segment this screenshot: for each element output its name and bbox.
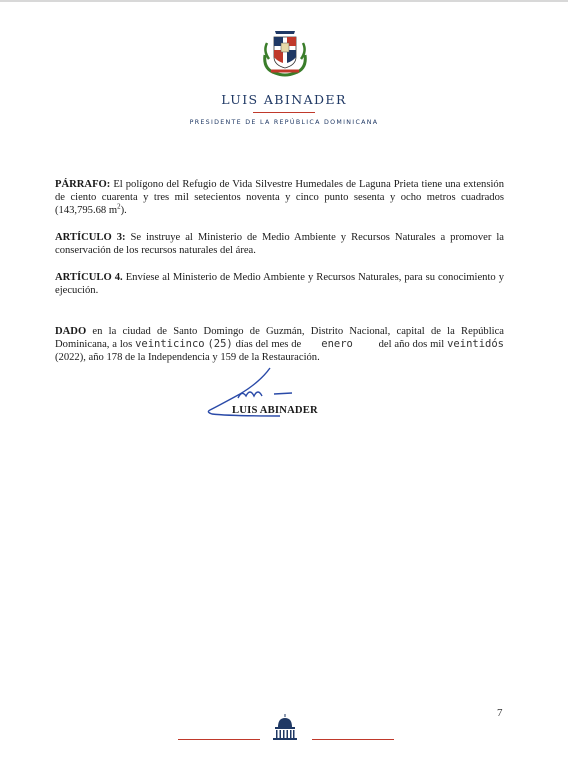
articulo-4-text: Envíese al Ministerio de Medio Ambiente y Recursos Naturales, para su conocimiento y ejecución. — [55, 272, 504, 296]
articulo-4-paragraph — [55, 271, 504, 297]
articulo-3-paragraph — [55, 231, 504, 257]
president-title: PRESIDENTE DE LA REPÚBLICA DOMINICANA — [189, 119, 379, 126]
dado-text-2: días del mes de — [232, 339, 305, 350]
articulo-4-label: ARTÍCULO 4. — [55, 272, 123, 283]
dado-year-number: (2022 — [55, 352, 80, 363]
coat-of-arms-icon — [261, 25, 309, 77]
dado-label: DADO — [55, 326, 87, 337]
parrafo-label: PÁRRAFO: — [55, 179, 111, 190]
signer-name: LUIS ABINADER — [232, 405, 318, 416]
national-palace-icon — [270, 713, 300, 741]
dado-day-number: (25) — [207, 338, 233, 350]
dado-year-words: veintidós — [447, 338, 505, 350]
footer-rule-left — [178, 739, 260, 740]
dado-paragraph — [55, 325, 504, 364]
header-rule — [253, 112, 315, 113]
dado-month: enero — [321, 338, 353, 350]
articulo-3-label: ARTÍCULO 3: — [55, 232, 126, 243]
parrafo-tail: ). — [120, 205, 127, 216]
footer-rule-right — [312, 739, 394, 740]
dado-text-4: ), año 178 de la Independencia y 159 de la Restauración. — [79, 352, 320, 363]
parrafo-text: El polígono del Refugio de Vida Silvestre Humedales de Laguna Prieta tiene una extensión de ciento cuarenta y tres mil setecientos noventa y cinco punto sesenta y ocho metros cuadrados (143,795.68 m — [55, 179, 504, 216]
dado-day-words: veinticinco — [135, 338, 205, 350]
page-number: 7 — [497, 707, 503, 719]
parrafo-superscript: 2 — [117, 202, 121, 211]
president-name: LUIS ABINADER — [221, 92, 347, 107]
articulo-3-text: Se instruye al Ministerio de Medio Ambiente y Recursos Naturales a promover la conservación de los recursos naturales del área. — [55, 232, 504, 256]
top-border — [0, 0, 568, 2]
dado-text-3: del año dos mil — [375, 339, 448, 350]
dado-text-1: en la ciudad de Santo Domingo de Guzmán, Distrito Nacional, capital de la República Dominicana, a los — [55, 326, 504, 350]
parrafo-paragraph — [55, 178, 504, 217]
